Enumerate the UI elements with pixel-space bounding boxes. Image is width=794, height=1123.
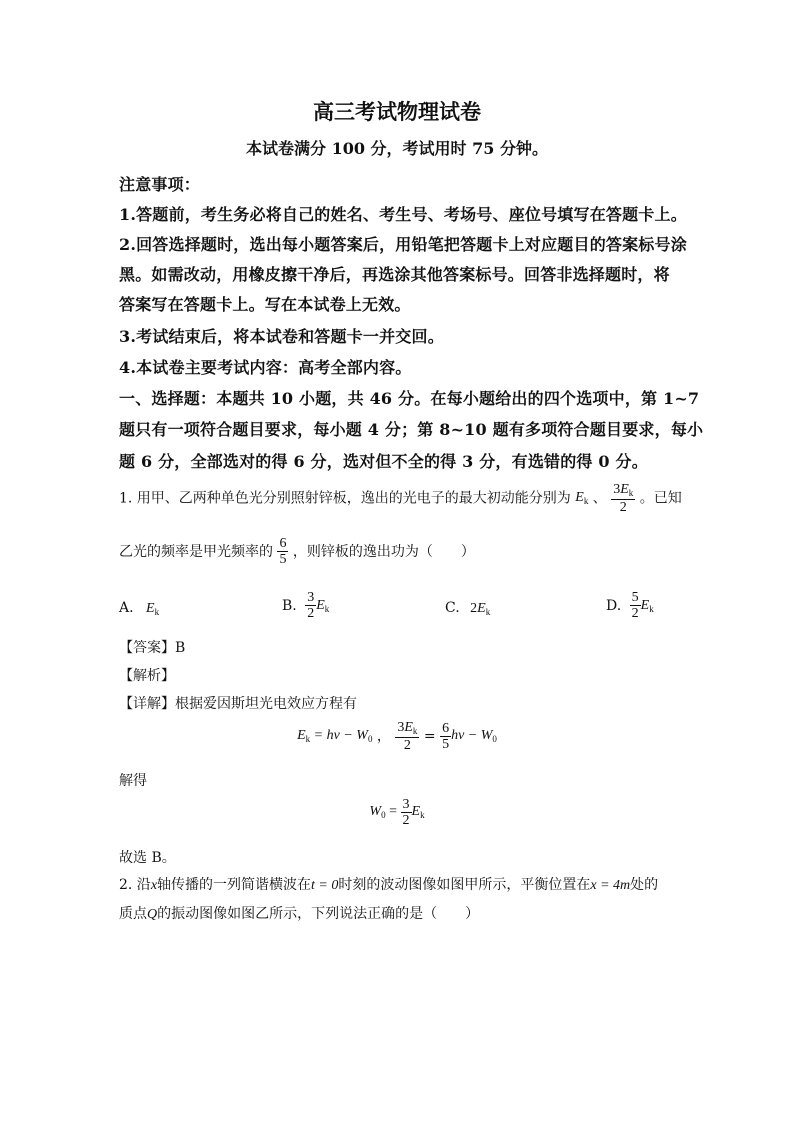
note-line: 黑。如需改动，用橡皮擦干净后，再选涂其他答案标号。回答非选择题时，将 xyxy=(119,265,670,284)
note-line: 答案写在答题卡上。写在本试卷上无效。 xyxy=(119,295,411,314)
equation-2: $W_0$ = $\frac{3}{2}$ $E_k$ xyxy=(369,797,425,829)
q1-text: 。已知 xyxy=(639,490,682,507)
section-line: 一、选择题：本题共 10 小题，共 46 分。在每小题给出的四个选项中，第 1~7 xyxy=(119,389,700,408)
fraction-3ek-over-2: $\frac{3E_k}{2}$ xyxy=(613,482,634,515)
page-subtitle: 本试卷满分 100 分，考试用时 75 分钟。 xyxy=(246,139,548,158)
q1-text: 乙光的频率是甲光频率的 xyxy=(119,543,273,560)
answer-tag: 【答案】 xyxy=(119,640,175,656)
conclusion: 故选 B。 xyxy=(119,850,176,866)
q2-line-2: 质点Q的振动图像如图乙所示，下列说法正确的是（ ） xyxy=(119,906,480,922)
note-line: 2.回答选择题时，选出每小题答案后，用铅笔把答题卡上对应题目的答案标号涂 xyxy=(119,235,687,254)
option-b[interactable]: B. $\frac{3}{2}$ $E_k$ xyxy=(282,590,330,622)
q1-line-1 xyxy=(119,482,682,515)
note-line: 3.考试结束后，将本试卷和答题卡一并交回。 xyxy=(119,327,444,346)
option-c[interactable]: C. $2E_k$ xyxy=(445,600,491,617)
note-line: 4.本试卷主要考试内容：高考全部内容。 xyxy=(119,358,412,377)
section-line: 题只有一项符合题目要求，每小题 4 分；第 8~10 题有多项符合题目要求，每小 xyxy=(119,420,704,439)
note-line: 1.答题前，考生务必将自己的姓名、考生号、考场号、座位号填写在答题卡上。 xyxy=(119,205,687,224)
detail-tag: 【详解】 xyxy=(119,696,175,712)
answer-value: B xyxy=(175,640,186,656)
q1-text: 1. 用甲、乙两种单色光分别照射锌板，逸出的光电子的最大初动能分别为 xyxy=(119,490,571,507)
fraction-6-over-5: $\frac{6}{5}$ xyxy=(279,536,287,568)
section-line: 题 6 分，全部选对的得 6 分，选对但不全的得 3 分，有选错的得 0 分。 xyxy=(119,452,648,471)
answer-line xyxy=(119,637,185,657)
equation-1: $E_k = h\nu - W_0$ ， $\frac{3E_k}{2}$ = $\frac{6}{5}$ $h\nu - W_0$ xyxy=(297,720,497,753)
notes-heading: 注意事项： xyxy=(119,175,201,194)
detail-line xyxy=(119,693,357,713)
q2-line-1: 2. 沿x轴传播的一列简谐横波在t = 0时刻的波动图像如图甲所示，平衡位置在x = 4m处的 xyxy=(119,877,659,893)
q1-line-2 xyxy=(119,536,475,568)
q1-text: ，则锌板的逸出功为（ ） xyxy=(292,543,475,560)
option-d[interactable]: D. $\frac{5}{2}$ $E_k$ xyxy=(606,590,654,622)
analysis-tag: 【解析】 xyxy=(119,668,175,684)
option-a[interactable]: A. $E_k$ xyxy=(119,600,160,617)
math-ek: $E_k$ xyxy=(575,490,589,507)
solve-label: 解得 xyxy=(119,773,147,789)
q1-separator: 、 xyxy=(592,490,607,507)
detail-text: 根据爱因斯坦光电效应方程有 xyxy=(175,696,357,712)
page-title: 高三考试物理试卷 xyxy=(313,99,481,124)
